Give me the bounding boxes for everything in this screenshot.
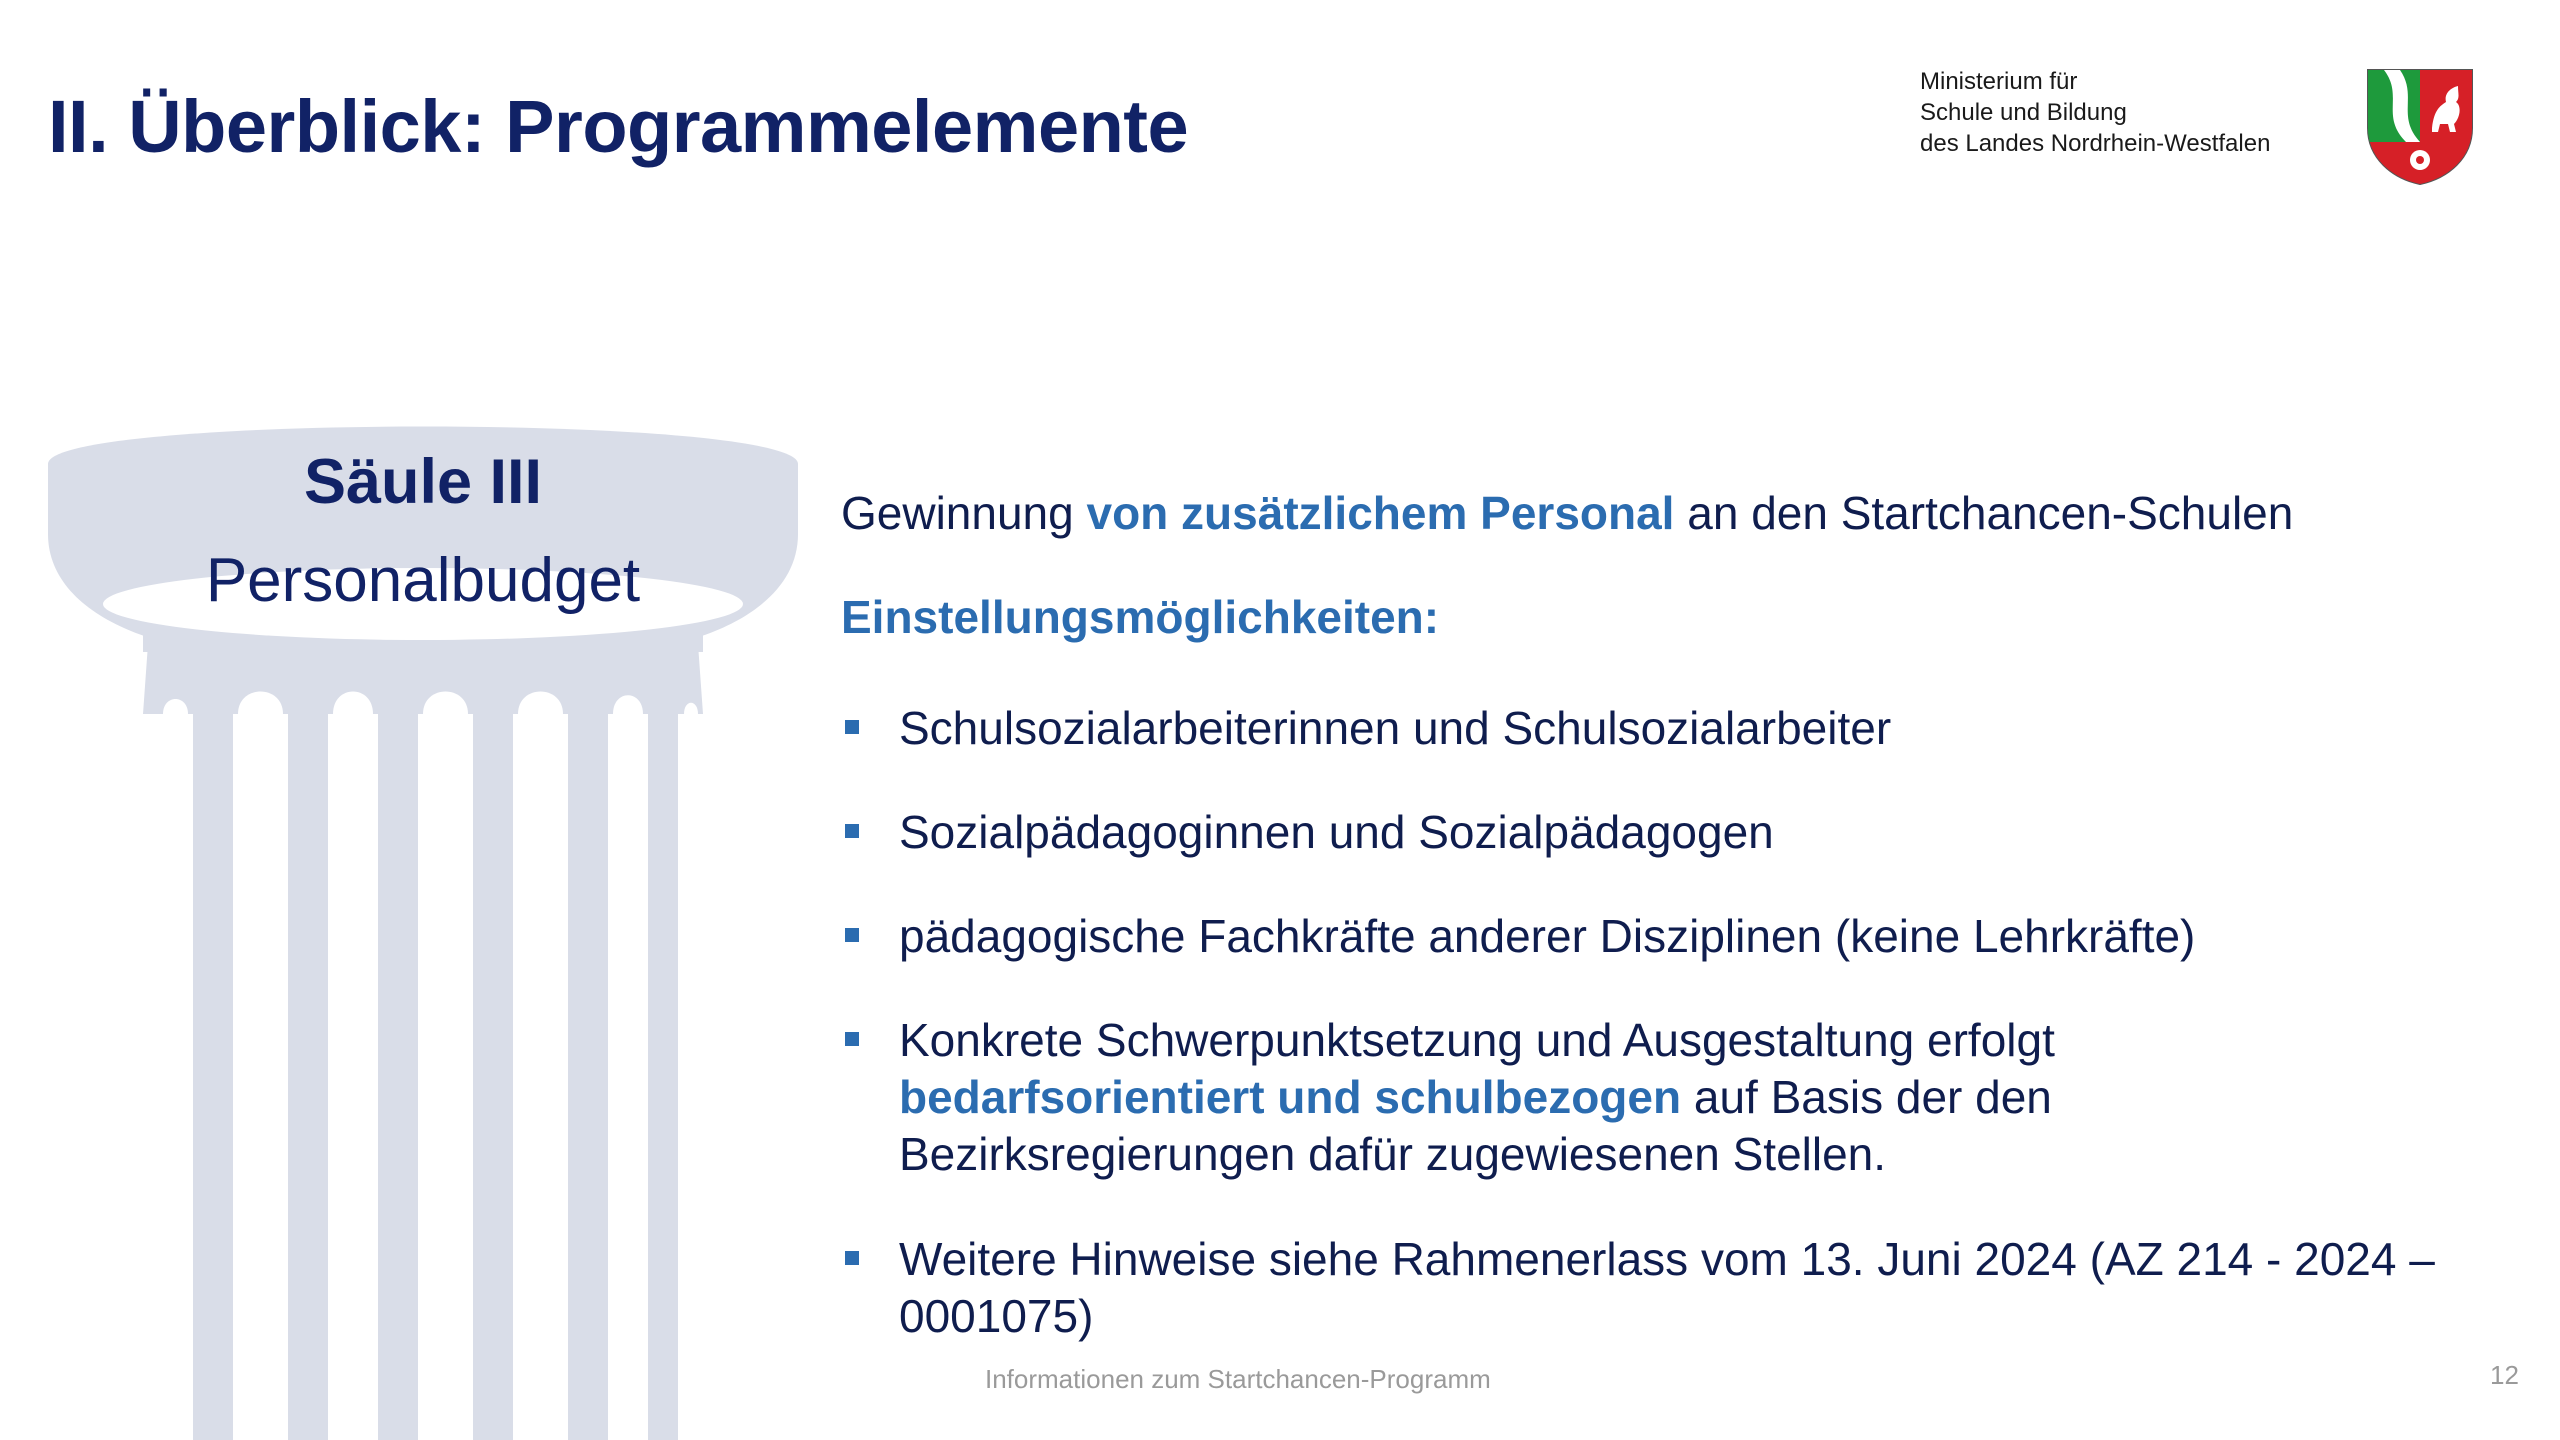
page-title: II. Überblick: Programmelemente [48, 85, 1189, 168]
page-number: 12 [2490, 1360, 2519, 1390]
bullet-square-icon [845, 1251, 859, 1265]
pillar-subtitle: Personalbudget [205, 546, 641, 615]
lead-text [841, 486, 2293, 540]
bullet-square-icon [845, 928, 859, 942]
bullet-item [841, 804, 2521, 861]
bullet-square-icon [845, 824, 859, 838]
ministry-name [1920, 66, 2270, 159]
bullet-text: Schulsozialarbeiterinnen und Schulsozialarbeiter [899, 702, 1892, 754]
bullet-text [899, 1012, 2141, 1183]
bullet-text: Sozialpädagoginnen und Sozialpädagogen [899, 806, 1774, 858]
bullet-item [841, 1012, 2141, 1183]
bullet-text-highlight: bedarfsorientiert und schulbezogen [899, 1071, 1682, 1123]
footer-text: Informationen zum Startchancen-Programm [985, 1364, 1491, 1394]
lead-text-highlight: von zusätzlichem Personal [1086, 487, 1675, 539]
nrw-coat-of-arms-icon [2360, 66, 2480, 186]
bullet-text: Weitere Hinweise siehe Rahmenerlass vom 13. Juni 2024 (AZ 214 - 2024 – 0001075) [899, 1233, 2435, 1342]
ministry-line-3: des Landes Nordrhein-Westfalen [1920, 130, 2271, 157]
ministry-line-2: Schule und Bildung [1920, 99, 2127, 126]
bullet-square-icon [845, 720, 859, 734]
lead-text-after: an den Startchancen-Schulen [1674, 487, 2294, 539]
bullet-square-icon [845, 1032, 859, 1046]
lead-text-before: Gewinnung [841, 487, 1087, 539]
subheading: Einstellungsmöglichkeiten: [841, 591, 1440, 643]
pillar-title: Säule III [303, 447, 543, 517]
bullet-item [841, 908, 2521, 965]
bullet-text-before: Konkrete Schwerpunktsetzung und Ausgestaltung erfolgt [899, 1014, 2055, 1066]
bullet-text-after: auf Basis der den Bezirksregierungen dafür zugewiesenen Stellen. [899, 1071, 2052, 1180]
bullet-item [841, 1231, 2501, 1345]
ministry-line-1: Ministerium für [1920, 68, 2078, 95]
bullet-item [841, 700, 2521, 757]
bullet-text: pädagogische Fachkräfte anderer Disziplinen (keine Lehrkräfte) [899, 910, 2196, 962]
